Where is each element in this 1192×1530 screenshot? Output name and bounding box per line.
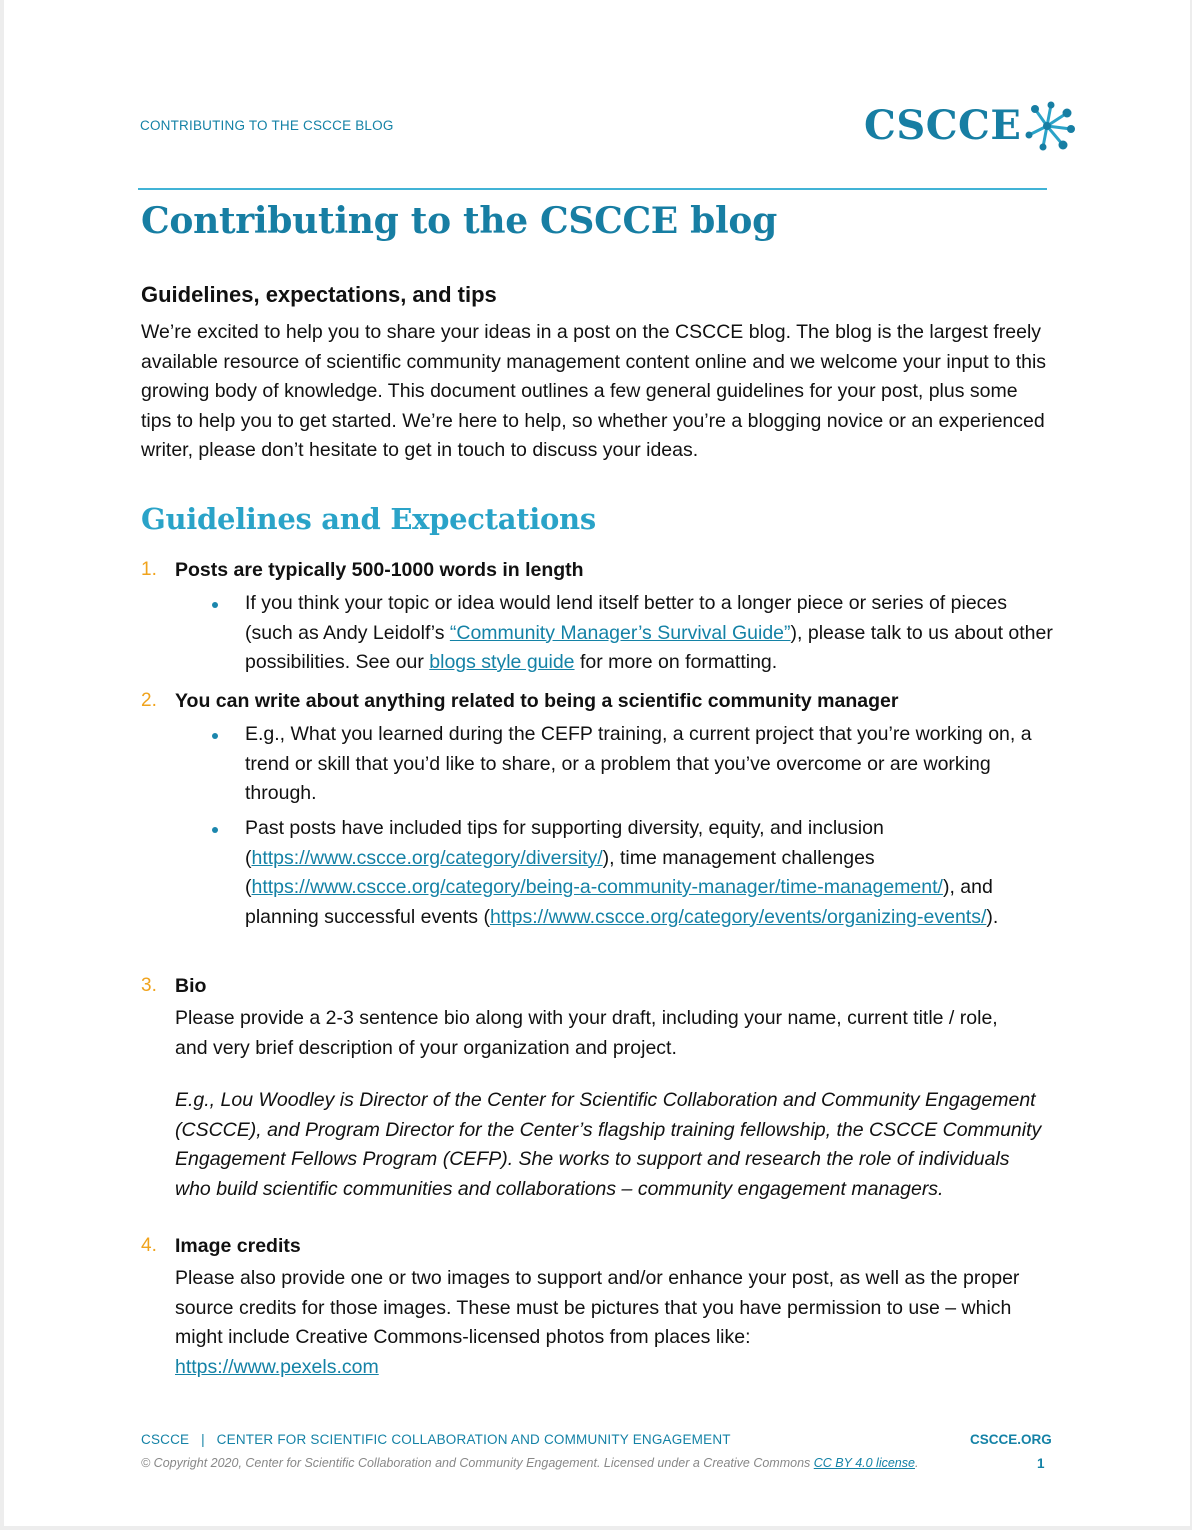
footer-org-name: CSCCE | CENTER FOR SCIENTIFIC COLLABORATION AND COMMUNITY ENGAGEMENT — [141, 1432, 731, 1447]
pexels-link[interactable]: https://www.pexels.com — [175, 1356, 379, 1378]
list-item-heading: Image credits — [175, 1235, 301, 1257]
list-item-bullet — [245, 814, 1055, 932]
bullet-text: ), time management challenges ( — [245, 846, 875, 898]
image-credits-instructions: Please also provide one or two images to support and/or enhance your post, as well as the proper source credits for those images. These must be pictures that you have permission to use – which might include Creative Commons-licensed photos from places like: — [175, 1267, 1020, 1348]
list-item-heading: Bio — [175, 975, 207, 997]
section-title: Guidelines and Expectations — [141, 502, 596, 536]
page-number: 1 — [1037, 1456, 1045, 1471]
bullet-text: If you think your topic or idea would lend itself better to a longer piece or series of pieces (such as Andy Leidolf’s — [245, 592, 1008, 644]
bullet-text: ), please talk to us about other possibilities. See our — [245, 621, 1053, 673]
bullet-text: Past posts have included tips for supporting diversity, equity, and inclusion ( — [245, 817, 884, 869]
list-number: 1. — [141, 559, 157, 580]
header-label: CONTRIBUTING TO THE CSCCE BLOG — [140, 118, 394, 133]
list-item-heading: Posts are typically 500-1000 words in length — [175, 559, 584, 581]
list-number: 3. — [141, 975, 157, 996]
document-page — [4, 0, 1190, 1526]
copyright-text: . — [914, 1456, 919, 1470]
bullet-icon — [212, 827, 218, 833]
network-icon — [1025, 101, 1077, 151]
diversity-link[interactable]: https://www.cscce.org/category/diversity/ — [251, 846, 603, 869]
list-item-heading: You can write about anything related to being a scientific community manager — [175, 690, 899, 712]
list-number: 4. — [141, 1235, 157, 1256]
organizing-events-link[interactable]: https://www.cscce.org/category/events/organizing-events/ — [489, 905, 987, 928]
bullet-text: for more on formatting. — [574, 651, 778, 673]
blogs-style-guide-link[interactable]: blogs style guide — [429, 651, 575, 673]
logo-text: CSCCE — [864, 102, 1022, 149]
bullet-icon — [212, 602, 218, 608]
bullet-icon — [212, 733, 218, 739]
list-item-bullet: E.g., What you learned during the CEFP training, a current project that you’re working on, a trend or skill that you’d like to share, or a problem that you’ve overcome or are working through. — [245, 723, 1032, 804]
bio-instructions: Please provide a 2-3 sentence bio along with your draft, including your name, current title / role, and very brief description of your organization and project. — [175, 1007, 998, 1059]
bullet-text: ), and planning successful events ( — [245, 876, 993, 928]
intro-paragraph: We’re excited to help you to share your ideas in a post on the CSCCE blog. The blog is the largest freely available resource of scientific community management content online and we welcome your input to this growing body of knowledge. This document outlines a few general guidelines for your post, plus some tips to help you to get started. We’re here to help, so whether you’re a blogging novice or an experienced writer, please don’t hesitate to get in touch to discuss your ideas. — [141, 321, 1047, 461]
bullet-text: ). — [986, 905, 999, 928]
time-management-link[interactable]: https://www.cscce.org/category/being-a-community-manager/time-management/ — [251, 876, 943, 898]
page-title: Contributing to the CSCCE blog — [141, 200, 778, 242]
survival-guide-link[interactable]: “Community Manager’s Survival Guide” — [449, 621, 791, 644]
list-item-bullet — [245, 589, 1055, 678]
header-divider — [138, 188, 1047, 190]
image-credits-link-line — [175, 1353, 1055, 1383]
footer-site-link[interactable]: CSCCE.ORG — [970, 1432, 1052, 1447]
license-link[interactable]: CC BY 4.0 license — [813, 1456, 915, 1470]
cscce-logo — [864, 100, 1077, 152]
copyright-text: © Copyright 2020, Center for Scientific Collaboration and Community Engagement. Licensed under a Creative Commons — [141, 1456, 814, 1470]
footer-copyright — [141, 1456, 918, 1470]
intro-subheading: Guidelines, expectations, and tips — [141, 282, 497, 307]
bio-example: E.g., Lou Woodley is Director of the Center for Scientific Collaboration and Community Engagement (CSCCE), and Program Director for the Center’s flagship training fellowship, the CSCCE Community Engagement Fellows Program (CEFP). She works to support and research the role of individuals who build scientific communities and collaborations – community engagement managers. — [175, 1089, 1042, 1200]
list-number: 2. — [141, 690, 157, 711]
